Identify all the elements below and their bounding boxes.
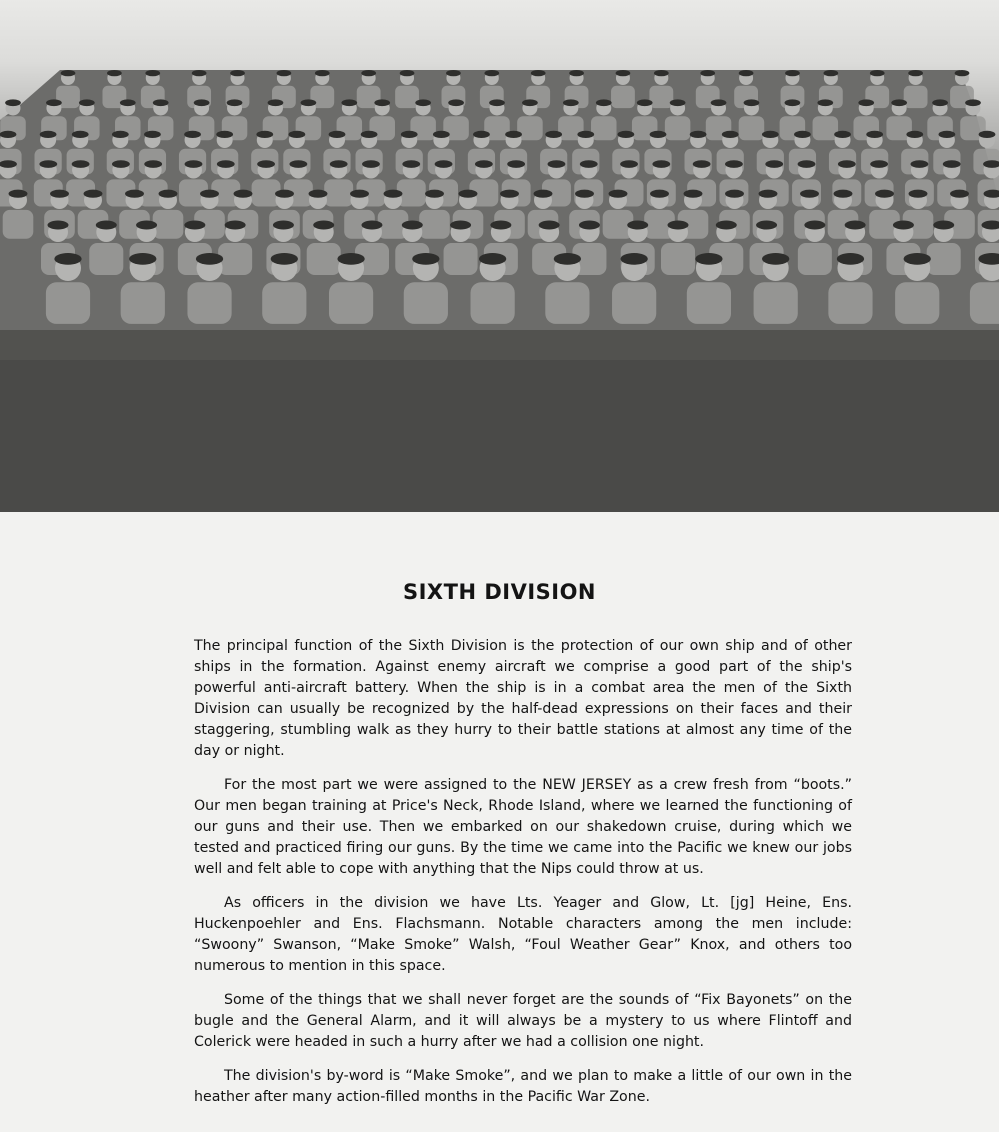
figure-cap <box>5 99 21 106</box>
figure-cap <box>112 131 129 138</box>
figure-cap <box>870 70 885 76</box>
figure-cap <box>722 131 739 138</box>
figure-cap <box>401 131 418 138</box>
figure-cap <box>362 160 380 168</box>
figure-cap <box>79 99 95 106</box>
figure-cap <box>700 70 715 76</box>
figure-cap <box>39 160 57 168</box>
figure-cap <box>909 190 928 198</box>
figure-cap <box>548 160 566 168</box>
figure-cap <box>46 99 62 106</box>
figure-cap <box>824 70 839 76</box>
figure-cap <box>834 131 851 138</box>
figure-cap <box>716 221 737 230</box>
figure-body <box>813 116 839 140</box>
figure-cap <box>908 70 923 76</box>
figure-cap <box>277 70 292 76</box>
figure-cap <box>192 70 207 76</box>
figure-cap <box>489 99 505 106</box>
figure-cap <box>569 70 584 76</box>
figure-body <box>404 282 448 324</box>
figure-body <box>121 282 165 324</box>
figure-cap <box>668 221 689 230</box>
figure-cap <box>845 221 866 230</box>
figure-cap <box>9 190 28 198</box>
figure-cap <box>650 131 667 138</box>
figure-body <box>687 282 731 324</box>
figure-body <box>262 282 306 324</box>
figure-cap <box>84 190 103 198</box>
figure-cap <box>200 190 219 198</box>
figure-body <box>739 116 765 140</box>
figure-cap <box>194 99 210 106</box>
figure-cap <box>425 190 444 198</box>
figure-cap <box>711 99 727 106</box>
figure-cap <box>145 70 160 76</box>
figure-cap <box>522 99 538 106</box>
figure-cap <box>906 131 923 138</box>
figure-cap <box>490 221 511 230</box>
figure-cap <box>256 131 273 138</box>
figure-body <box>395 86 419 108</box>
figure-cap <box>695 253 722 265</box>
figure-body <box>828 282 872 324</box>
figure-body <box>419 210 450 239</box>
figure-cap <box>725 190 744 198</box>
figure-cap <box>837 253 864 265</box>
figure-cap <box>384 190 403 198</box>
figure-cap <box>870 160 888 168</box>
figure-cap <box>448 99 464 106</box>
figure-cap <box>271 253 298 265</box>
figure-cap <box>804 221 825 230</box>
figure-cap <box>217 160 235 168</box>
figure-cap <box>484 70 499 76</box>
figure-cap <box>0 131 16 138</box>
figure-cap <box>257 160 275 168</box>
figure-cap <box>579 221 600 230</box>
figure-cap <box>216 131 233 138</box>
figure-cap <box>196 253 223 265</box>
figure-cap <box>136 221 157 230</box>
paragraph-3: As officers in the division we have Lts. Yeager and Glow, Lt. [jg] Heine, Ens. Huckenpoehler and Ens. Flachsmann. Notable characters among the men include: “Swoony” Swanson, “Make Smoke” Walsh, “Foul Weather Gear” Knox, and others too numerous to mention in this space. <box>194 895 852 974</box>
paragraph-4: Some of the things that we shall never forget are the sounds of “Fix Bayonets” on the bugle and the General Alarm, and it will always be a mystery to us where Flintoff and Colerick were headed in such a hurry after we had a collision one night. <box>194 992 852 1050</box>
figure-cap <box>415 99 431 106</box>
figure-body <box>3 210 34 239</box>
figure-cap <box>627 221 648 230</box>
figure-cap <box>184 221 205 230</box>
figure-cap <box>433 131 450 138</box>
figure-cap <box>475 160 493 168</box>
article-body <box>194 636 852 1121</box>
figure-cap <box>531 70 546 76</box>
paragraph-2: For the most part we were assigned to the NEW JERSEY as a crew fresh from “boots.” Our men began training at Price's Neck, Rhode Island, where we learned the functioning of our guns and their use. Then we embarked on our shakedown cruise, during which we tested and practiced firing our guns. By the time we came into the Pacific we knew our jobs well and felt able to cope with anything that the Nips could throw at us. <box>194 777 852 877</box>
article <box>0 512 999 1132</box>
figure-cap <box>72 160 90 168</box>
figure-body <box>444 243 478 275</box>
figure-cap <box>650 190 669 198</box>
figure-cap <box>144 131 161 138</box>
figure-cap <box>637 99 653 106</box>
figure-cap <box>933 221 954 230</box>
figure-cap <box>507 160 525 168</box>
figure-cap <box>185 160 203 168</box>
figure-cap <box>315 70 330 76</box>
figure-cap <box>684 190 703 198</box>
figure-body <box>661 243 695 275</box>
figure-cap <box>965 99 981 106</box>
figure-body <box>46 282 90 324</box>
figure-cap <box>938 131 955 138</box>
paragraph-1: The principal function of the Sixth Division is the protection of our own ship and of other ships in the formation. Against enemy aircraft we comprise a good part of the ship's powerful anti-aircraft battery. When the ship is in a combat area the men of the Sixth Division can usually be recognized by the half-dead expressions on their faces and their staggering, stumbling walk as they hurry to their battle stations at almost any time of the day or night. <box>194 638 852 759</box>
figure-cap <box>500 190 519 198</box>
figure-cap <box>554 253 581 265</box>
figure-cap <box>654 70 669 76</box>
figure-cap <box>739 70 754 76</box>
figure-cap <box>268 99 284 106</box>
figure-cap <box>473 131 490 138</box>
figure-body <box>611 86 635 108</box>
figure-cap <box>609 190 628 198</box>
figure-cap <box>329 131 346 138</box>
figure-body <box>471 282 515 324</box>
figure-body <box>89 243 123 275</box>
figure-cap <box>575 190 594 198</box>
figure-cap <box>875 190 894 198</box>
figure-cap <box>301 99 317 106</box>
figure-cap <box>955 70 970 76</box>
figure-cap <box>785 99 801 106</box>
figure-cap <box>479 253 506 265</box>
page-title: SIXTH DIVISION <box>402 580 597 604</box>
figure-cap <box>817 99 833 106</box>
figure-cap <box>402 160 420 168</box>
figure-cap <box>234 190 253 198</box>
figure-cap <box>362 221 383 230</box>
figure-cap <box>932 99 948 106</box>
figure-cap <box>762 253 789 265</box>
figure-cap <box>330 160 348 168</box>
figure-cap <box>61 70 76 76</box>
figure-cap <box>904 253 931 265</box>
figure-body <box>324 179 353 206</box>
figure-cap <box>129 253 156 265</box>
figure-cap <box>621 253 648 265</box>
figure-cap <box>838 160 856 168</box>
photo-ground-near-shadow <box>0 330 999 360</box>
figure-body <box>307 243 341 275</box>
figure-cap <box>834 190 853 198</box>
figure-body <box>612 282 656 324</box>
figure-body <box>754 282 798 324</box>
figure-cap <box>107 70 122 76</box>
figure-cap <box>402 221 423 230</box>
figure-cap <box>759 190 778 198</box>
figure-cap <box>744 99 760 106</box>
figure-cap <box>341 99 357 106</box>
figure-cap <box>374 99 390 106</box>
group-photo <box>0 0 999 512</box>
figure-body <box>153 210 184 239</box>
figure-cap <box>596 99 612 106</box>
figure-cap <box>545 131 562 138</box>
figure-body <box>970 282 999 324</box>
paragraph-5: The division's by-word is “Make Smoke”, and we plan to make a little of our own in the heather after many action-filled months in the Pacific War Zone. <box>194 1068 852 1105</box>
figure-cap <box>159 190 178 198</box>
figure-cap <box>72 131 89 138</box>
figure-cap <box>670 99 686 106</box>
figure-body <box>649 86 673 108</box>
figure-cap <box>153 99 169 106</box>
figure-cap <box>725 160 743 168</box>
figure-cap <box>539 221 560 230</box>
figure-cap <box>693 160 711 168</box>
figure-cap <box>412 253 439 265</box>
figure-body <box>895 282 939 324</box>
figure-cap <box>756 221 777 230</box>
figure-cap <box>361 131 378 138</box>
figure-body <box>591 116 617 140</box>
figure-body <box>329 282 373 324</box>
figure-cap <box>435 160 453 168</box>
figure-body <box>187 282 231 324</box>
figure-cap <box>950 190 969 198</box>
figure-cap <box>313 221 334 230</box>
figure-cap <box>50 190 69 198</box>
figure-cap <box>144 160 162 168</box>
figure-cap <box>577 131 594 138</box>
figure-cap <box>48 221 69 230</box>
figure-cap <box>858 99 874 106</box>
figure-body <box>927 243 961 275</box>
figure-cap <box>450 221 471 230</box>
figure-cap <box>350 190 369 198</box>
figure-body <box>798 243 832 275</box>
figure-cap <box>309 190 328 198</box>
figure-body <box>218 243 252 275</box>
figure-cap <box>979 131 996 138</box>
figure-cap <box>120 99 136 106</box>
group-photo-illustration <box>0 0 999 512</box>
figure-cap <box>275 190 294 198</box>
figure-cap <box>563 99 579 106</box>
figure-cap <box>40 131 57 138</box>
figure-cap <box>125 190 144 198</box>
figure-cap <box>534 190 553 198</box>
figure-cap <box>288 131 305 138</box>
figure-cap <box>616 70 631 76</box>
figure-body <box>904 86 928 108</box>
figure-cap <box>866 131 883 138</box>
figure-cap <box>184 131 201 138</box>
figure-cap <box>800 190 819 198</box>
figure-body <box>517 116 543 140</box>
figure-cap <box>227 99 243 106</box>
figure-cap <box>943 160 961 168</box>
figure-cap <box>230 70 245 76</box>
figure-cap <box>690 131 707 138</box>
figure-cap <box>765 160 783 168</box>
figure-body <box>545 282 589 324</box>
figure-body <box>665 116 691 140</box>
figure-cap <box>96 221 117 230</box>
figure-cap <box>652 160 670 168</box>
figure-cap <box>54 253 81 265</box>
figure-cap <box>289 160 307 168</box>
figure-cap <box>361 70 376 76</box>
figure-cap <box>762 131 779 138</box>
figure-cap <box>112 160 130 168</box>
figure-cap <box>580 160 598 168</box>
figure-cap <box>337 253 364 265</box>
figure-cap <box>617 131 634 138</box>
figure-cap <box>910 160 928 168</box>
figure-cap <box>446 70 461 76</box>
figure-cap <box>893 221 914 230</box>
figure-cap <box>273 221 294 230</box>
figure-cap <box>785 70 800 76</box>
figure-cap <box>891 99 907 106</box>
figure-cap <box>459 190 478 198</box>
figure-cap <box>505 131 522 138</box>
figure-cap <box>798 160 816 168</box>
figure-cap <box>400 70 415 76</box>
figure-cap <box>620 160 638 168</box>
figure-cap <box>225 221 246 230</box>
figure-cap <box>794 131 811 138</box>
